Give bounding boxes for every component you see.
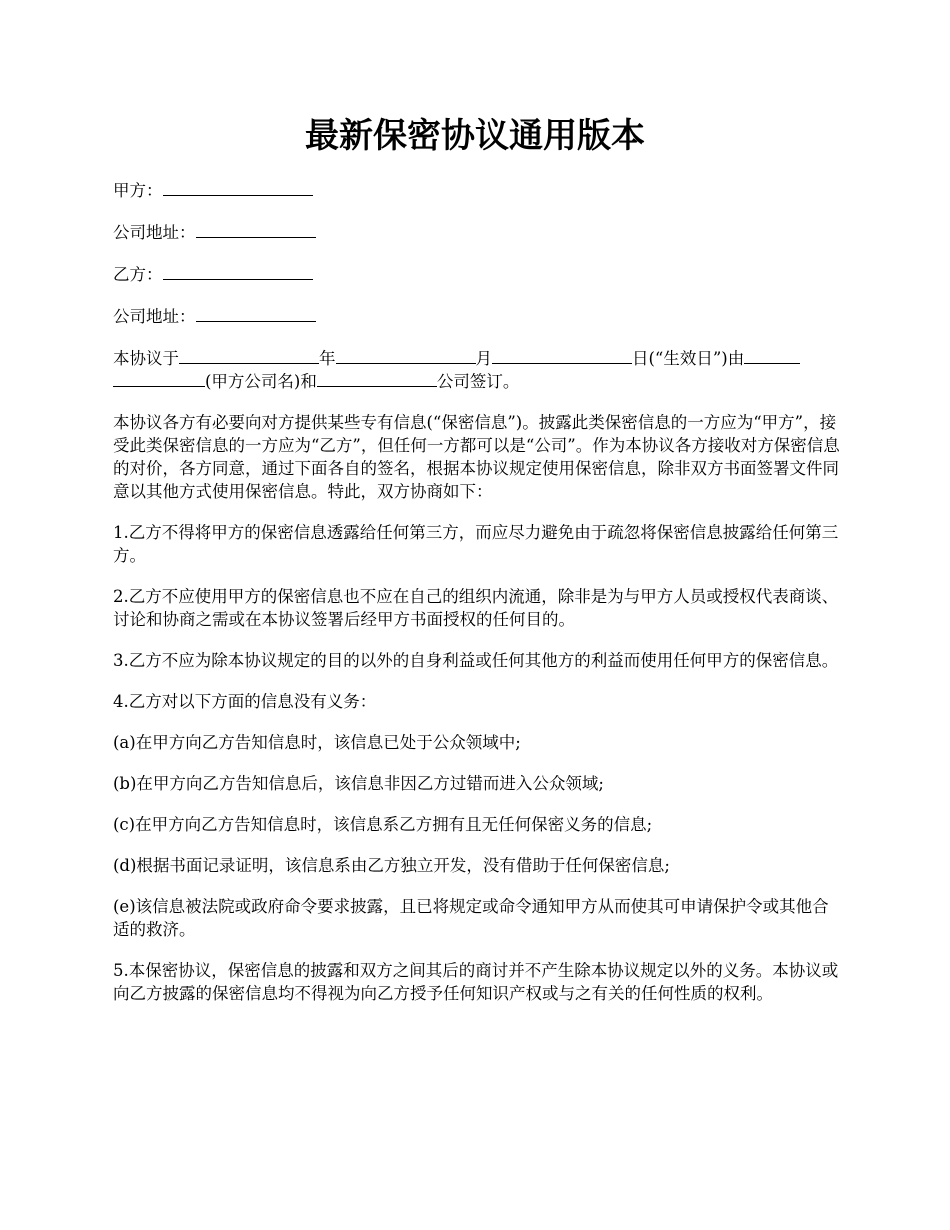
signing-party-a-name-suffix: (甲方公司名)和 bbox=[205, 372, 317, 391]
clause-4: 4.乙方对以下方面的信息没有义务： bbox=[113, 692, 377, 711]
party-a-line bbox=[113, 179, 840, 202]
clause-4a: (a)在甲方向乙方告知信息时，该信息已处于公众领域中; bbox=[113, 733, 521, 752]
signing-year: 年 bbox=[319, 349, 336, 368]
month-blank bbox=[336, 348, 476, 364]
party-b-blank bbox=[163, 264, 313, 280]
year-blank bbox=[179, 348, 319, 364]
signing-prefix: 本协议于 bbox=[113, 349, 179, 368]
document-body bbox=[113, 179, 840, 1023]
party-a-blank bbox=[163, 180, 313, 196]
clause-4d: (d)根据书面记录证明，该信息系由乙方独立开发，没有借助于任何保密信息; bbox=[113, 856, 670, 875]
party-a-name-blank-2 bbox=[113, 371, 205, 387]
signing-day-effective: 日(“生效日”)由 bbox=[632, 349, 745, 368]
party-b-address-line bbox=[113, 305, 840, 328]
signing-paragraph bbox=[113, 347, 840, 393]
document-title: 最新保密协议通用版本 bbox=[305, 116, 645, 156]
clause-1: 1.乙方不得将甲方的保密信息透露给任何第三方，而应尽力避免由于疏忽将保密信息披露给任何第三方。 bbox=[113, 523, 839, 565]
clause-5: 5.本保密协议，保密信息的披露和双方之间其后的商讨并不产生除本协议规定以外的义务。本协议或向乙方披露的保密信息均不得视为向乙方授予任何知识产权或与之有关的任何性质的权利。 bbox=[113, 961, 839, 1003]
clause-4e: (e)该信息被法院或政府命令要求披露，且已将规定或命令通知甲方从而使其可申请保护令或其他合适的救济。 bbox=[113, 897, 829, 939]
clause-4b: (b)在甲方向乙方告知信息后，该信息非因乙方过错而进入公众领域; bbox=[113, 774, 604, 793]
party-a-address-line bbox=[113, 221, 840, 244]
clause-4c: (c)在甲方向乙方告知信息时，该信息系乙方拥有且无任何保密义务的信息; bbox=[113, 815, 653, 834]
signing-signed-suffix: 公司签订。 bbox=[436, 372, 520, 391]
party-b-address-label: 公司地址： bbox=[113, 307, 196, 326]
party-a-address-label: 公司地址： bbox=[113, 223, 196, 242]
clause-3: 3.乙方不应为除本协议规定的目的以外的自身利益或任何其他方的利益而使用任何甲方的保密信息。 bbox=[113, 651, 839, 670]
party-b-name-blank bbox=[317, 371, 437, 387]
party-a-label: 甲方： bbox=[113, 181, 163, 200]
party-b-address-blank bbox=[196, 306, 316, 322]
day-blank bbox=[492, 348, 632, 364]
intro-paragraph: 本协议各方有必要向对方提供某些专有信息(“保密信息”)。披露此类保密信息的一方应为“甲方”，接受此类保密信息的一方应为“乙方”，但任何一方都可以是“公司”。作为本协议各方接收对方保密信息的对价，各方同意，通过下面各自的签名，根据本协议规定使用保密信息，除非双方书面签署文件同意以其他方式使用保密信息。特此，双方协商如下： bbox=[113, 413, 840, 501]
party-a-address-blank bbox=[196, 222, 316, 238]
party-a-name-blank-1 bbox=[744, 348, 800, 364]
party-b-label: 乙方： bbox=[113, 265, 163, 284]
party-b-line bbox=[113, 263, 840, 286]
clause-2: 2.乙方不应使用甲方的保密信息也不应在自己的组织内流通，除非是为与甲方人员或授权代表商谈、讨论和协商之需或在本协议签署后经甲方书面授权的任何目的。 bbox=[113, 587, 839, 629]
signing-month: 月 bbox=[475, 349, 492, 368]
